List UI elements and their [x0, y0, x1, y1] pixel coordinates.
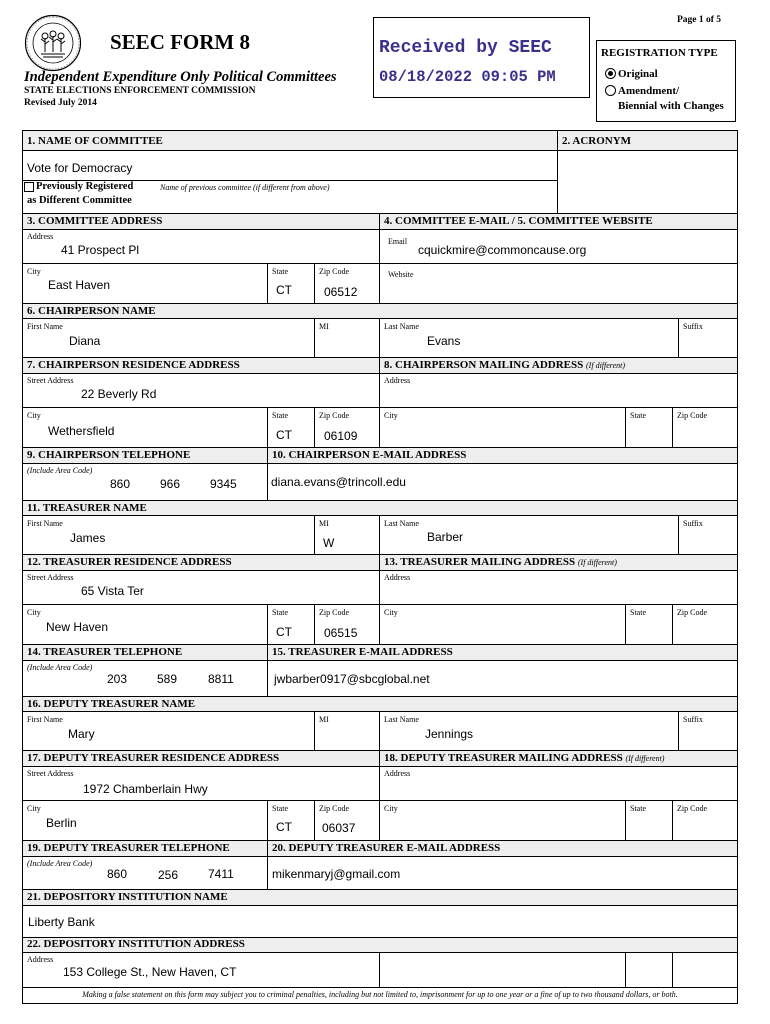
chairperson-phone-line[interactable]: 9345 — [210, 477, 237, 491]
mailing-city-label: City — [384, 804, 398, 813]
area-code-label: (Include Area Code) — [27, 859, 93, 868]
deputy-zip-value[interactable]: 06037 — [322, 821, 356, 835]
street-address-label: Street Address — [27, 573, 74, 582]
page-number: Page 1 of 5 — [677, 15, 722, 25]
depository-name-value[interactable]: Liberty Bank — [28, 915, 95, 929]
deputy-email-value[interactable]: mikenmaryj@gmail.com — [272, 867, 401, 881]
committee-name-header: 1. NAME OF COMMITTEE — [27, 135, 163, 147]
treasurer-zip-value[interactable]: 06515 — [324, 626, 358, 640]
committee-address-header: 3. COMMITTEE ADDRESS — [27, 215, 163, 227]
chairperson-email-value[interactable]: diana.evans@trincoll.edu — [271, 475, 406, 489]
last-name-label: Last Name — [384, 715, 419, 724]
mailing-zip-label: Zip Code — [677, 804, 707, 813]
treasurer-city-value[interactable]: New Haven — [46, 620, 109, 634]
previous-name-label: Name of previous committee (if different from above) — [160, 183, 330, 192]
original-radio[interactable] — [605, 68, 616, 79]
mi-label: MI — [319, 715, 329, 724]
mailing-state-label: State — [630, 411, 646, 420]
treasurer-state-value[interactable]: CT — [276, 625, 292, 639]
city-label: City — [27, 267, 41, 276]
city-label: City — [27, 411, 41, 420]
if-different-note: (If different) — [586, 361, 626, 370]
received-line2: 08/18/2022 09:05 PM — [379, 68, 556, 86]
zip-label: Zip Code — [319, 411, 349, 420]
email-label: Email — [388, 237, 408, 246]
previously-registered-checkbox[interactable] — [24, 182, 34, 192]
mi-label: MI — [319, 519, 329, 528]
mi-label: MI — [319, 322, 329, 331]
false-statement-warning: Making a false statement on this form may subject you to criminal penalties, including but not limited to, imprisonment for up to one year or a fine of up to two thousand dollars, or both. — [82, 990, 678, 999]
received-stamp — [373, 17, 590, 98]
area-code-label: (Include Area Code) — [27, 663, 93, 672]
suffix-label: Suffix — [683, 322, 703, 331]
state-label: State — [272, 608, 288, 617]
mailing-address-label: Address — [384, 376, 411, 385]
committee-city-value[interactable]: East Haven — [48, 278, 111, 292]
biennial-label: Biennial with Changes — [618, 100, 724, 112]
treasurer-email-header: 15. TREASURER E-MAIL ADDRESS — [272, 646, 453, 658]
chairperson-email-header: 10. CHAIRPERSON E-MAIL ADDRESS — [272, 449, 467, 461]
amendment-label: Amendment/ — [618, 85, 680, 97]
area-code-label: (Include Area Code) — [27, 466, 93, 475]
first-name-label: First Name — [27, 519, 63, 528]
last-name-label: Last Name — [384, 519, 419, 528]
deputy-state-value[interactable]: CT — [276, 820, 292, 834]
city-label: City — [27, 804, 41, 813]
mailing-state-label: State — [630, 804, 646, 813]
chairperson-zip-value[interactable]: 06109 — [324, 429, 358, 443]
last-name-label: Last Name — [384, 322, 419, 331]
chairperson-telephone-header: 9. CHAIRPERSON TELEPHONE — [27, 449, 191, 461]
depository-address-header: 22. DEPOSITORY INSTITUTION ADDRESS — [27, 938, 245, 950]
depository-address-value[interactable]: 153 College St., New Haven, CT — [63, 965, 237, 979]
deputy-phone-prefix[interactable]: 256 — [158, 868, 179, 882]
chairperson-phone-prefix[interactable]: 966 — [160, 477, 181, 491]
previously-registered-label: Previously Registered — [36, 181, 134, 192]
committee-name-value[interactable]: Vote for Democracy — [27, 161, 133, 175]
street-address-label: Street Address — [27, 769, 74, 778]
treasurer-area-code[interactable]: 203 — [107, 672, 128, 686]
chairperson-first-name[interactable]: Diana — [69, 334, 101, 348]
deputy-area-code[interactable]: 860 — [107, 867, 128, 881]
treasurer-first-name[interactable]: James — [70, 531, 106, 545]
mailing-address-label: Address — [384, 769, 411, 778]
previously-registered-label-2: as Different Committee — [27, 195, 132, 206]
treasurer-residence-header: 12. TREASURER RESIDENCE ADDRESS — [27, 556, 232, 568]
deputy-phone-line[interactable]: 7411 — [208, 867, 234, 881]
mailing-city-label: City — [384, 608, 398, 617]
website-label: Website — [388, 270, 414, 279]
state-label: State — [272, 804, 288, 813]
address-label: Address — [27, 232, 54, 241]
city-label: City — [27, 608, 41, 617]
chairperson-name-header: 6. CHAIRPERSON NAME — [27, 305, 156, 317]
state-label: State — [272, 411, 288, 420]
zip-label: Zip Code — [319, 804, 349, 813]
form-subtitle: Independent Expenditure Only Political Committees — [24, 69, 337, 85]
treasurer-middle-initial[interactable]: W — [323, 536, 335, 550]
zip-label: Zip Code — [319, 608, 349, 617]
committee-state-value[interactable]: CT — [276, 283, 292, 297]
first-name-label: First Name — [27, 715, 63, 724]
chairperson-state-value[interactable]: CT — [276, 428, 292, 442]
treasurer-phone-line[interactable]: 8811 — [208, 672, 234, 686]
if-different-note: (If different) — [625, 754, 665, 763]
mailing-zip-label: Zip Code — [677, 411, 707, 420]
acronym-header: 2. ACRONYM — [562, 135, 632, 147]
chairperson-mailing-header — [384, 359, 625, 371]
zip-label: Zip Code — [319, 267, 349, 276]
acronym-field[interactable] — [558, 151, 737, 212]
mailing-zip-label: Zip Code — [677, 608, 707, 617]
chairperson-street-value[interactable]: 22 Beverly Rd — [81, 387, 157, 401]
treasurer-mailing-title: 13. TREASURER MAILING ADDRESS — [384, 556, 576, 568]
registration-type-box — [596, 40, 736, 122]
if-different-note: (If different) — [577, 558, 617, 567]
deputy-residence-header: 17. DEPUTY TREASURER RESIDENCE ADDRESS — [27, 752, 280, 764]
committee-email-value[interactable]: cquickmire@commoncause.org — [418, 243, 587, 257]
mailing-city-label: City — [384, 411, 398, 420]
received-line1: Received by SEEC — [379, 38, 552, 58]
chairperson-area-code[interactable]: 860 — [110, 477, 131, 491]
deputy-email-header: 20. DEPUTY TREASURER E-MAIL ADDRESS — [272, 842, 501, 854]
suffix-label: Suffix — [683, 519, 703, 528]
treasurer-mailing-header — [384, 556, 617, 568]
chairperson-city-value[interactable]: Wethersfield — [48, 424, 115, 438]
committee-email-website-header: 4. COMMITTEE E-MAIL / 5. COMMITTEE WEBSITE — [384, 215, 653, 227]
form-title: SEEC FORM 8 — [110, 30, 251, 54]
suffix-label: Suffix — [683, 715, 703, 724]
amendment-radio[interactable] — [605, 85, 616, 96]
mailing-state-label: State — [630, 608, 646, 617]
depository-name-header: 21. DEPOSITORY INSTITUTION NAME — [27, 891, 228, 903]
street-address-label: Street Address — [27, 376, 74, 385]
deputy-telephone-header: 19. DEPUTY TREASURER TELEPHONE — [27, 842, 230, 854]
state-seal-icon — [24, 14, 82, 72]
deputy-mailing-header — [384, 752, 664, 764]
original-label: Original — [618, 68, 658, 80]
address-label: Address — [27, 955, 54, 964]
treasurer-street-value[interactable]: 65 Vista Ter — [81, 584, 144, 598]
chairperson-residence-header: 7. CHAIRPERSON RESIDENCE ADDRESS — [27, 359, 240, 371]
treasurer-telephone-header: 14. TREASURER TELEPHONE — [27, 646, 183, 658]
agency-name: STATE ELECTIONS ENFORCEMENT COMMISSION — [24, 86, 256, 96]
mailing-address-label: Address — [384, 573, 411, 582]
chairperson-mailing-title: 8. CHAIRPERSON MAILING ADDRESS — [384, 359, 584, 371]
deputy-street-value[interactable]: 1972 Chamberlain Hwy — [83, 782, 208, 796]
registration-type-title: REGISTRATION TYPE — [601, 47, 718, 59]
revised-date: Revised July 2014 — [24, 98, 97, 108]
deputy-first-name[interactable]: Mary — [68, 727, 95, 741]
treasurer-name-header: 11. TREASURER NAME — [27, 502, 147, 514]
treasurer-email-value[interactable]: jwbarber0917@sbcglobal.net — [274, 672, 430, 686]
treasurer-last-name[interactable]: Barber — [427, 530, 464, 544]
committee-zip-value[interactable]: 06512 — [324, 285, 358, 299]
deputy-city-value[interactable]: Berlin — [46, 816, 77, 830]
deputy-last-name[interactable]: Jennings — [425, 727, 474, 741]
deputy-treasurer-name-header: 16. DEPUTY TREASURER NAME — [27, 698, 196, 710]
committee-address-value[interactable]: 41 Prospect Pl — [61, 243, 140, 257]
first-name-label: First Name — [27, 322, 63, 331]
treasurer-phone-prefix[interactable]: 589 — [157, 672, 178, 686]
deputy-mailing-title: 18. DEPUTY TREASURER MAILING ADDRESS — [384, 752, 623, 764]
state-label: State — [272, 267, 288, 276]
chairperson-last-name[interactable]: Evans — [427, 334, 461, 348]
